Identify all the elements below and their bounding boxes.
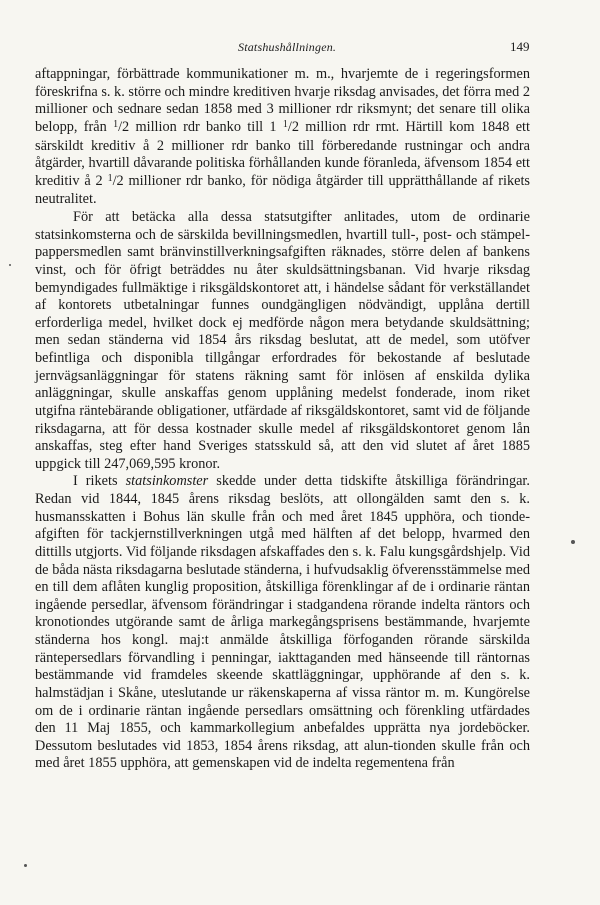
running-title: Statshushållningen. (238, 40, 337, 54)
text-run: /2 million rdr rmt. Härtill kom 1848 ett särskildt kreditiv å 2 millioner rdr banko till förberedande rustningar och andra åtgärder, hvartill dåvarande politiska förhållanden kunde föranleda, äfvensom 1854 ett kreditiv å 2 (35, 118, 530, 189)
ink-speck (571, 540, 575, 544)
fraction-numerator: 1 (107, 172, 113, 184)
text-run: skedde under detta tidskifte åtskilliga förändringar. Redan vid 1844, 1845 årens riksdag beslöts, att ollongälden samt den s. k. husmansskatten i Bohus län skulle från och med året 1845 upphöra, och tionde-afgiften för tackjernstillverkningen utgå med hälften af det belopp, hvarmed den dittills utgjorts. Vid följande riksdagen afskaffades den s. k. Falu kungsgårdshjelp. Vid de båda nästa riksdagarna beslutade ständerna, i hufvudsaklig öfverensstämmelse med en till dem aflåten kunglig proposition, åtskilliga förenklingar af de i ordinarie räntan ingående persedlar, äfvensom förändringar i stadgandena rörande indelta räntors och kronotiondes utgörande samt de årliga markegångsprisens bestämmande, hvarjemte ständerna hos kongl. maj:t anmälde åtskilliga förfoganden rörande särskilda räntepersedlars förvandling i penningar, iakttaganden med hänseende till räntornas bestämmande vid framdeles skeende skattläggningar, upphörande af den s. k. halmstädjan i Skåne, uteslutande ur räkenskaperna af vissa räntor m. m. Kungörelse om de i ordinarie räntan ingående persedlars omsättning och förenkling utfärdades den 11 Maj 1855, och kammarkollegium anbefaldes upprätta nya jordeböcker. Dessutom beslutades vid 1853, 1854 årens riksdag, att alun-tionden skulle från och med året 1855 upphöra, att gemenskapen vid de indelta regementena från (35, 473, 530, 772)
page-number: 149 (510, 39, 530, 54)
page-header (0, 40, 600, 60)
text-run: /2 millioner rdr banko, för nödiga åtgärder till upprätthållande af rikets neutralitet. (35, 172, 530, 208)
paragraph-2 (35, 209, 530, 473)
text-run: /2 million rdr banko till 1 (118, 118, 283, 135)
fraction-numerator: 1 (113, 118, 119, 130)
fraction-numerator: 1 (282, 118, 288, 130)
ink-speck (9, 264, 11, 266)
text-run: För att betäcka alla dessa statsutgifter anlitades, utom de ordinarie statsinkomsterna och de särskilda bevillningsmedlen, hvartill tull-, post- och stämpel-pappersmedlen samt bränvinstillverkningsafgiften räknades, större delen af bankens vinst, och för öfrigt beträddes nu åter skuldsättningsbanan. Vid hvarje riksdag bemyndigades fullmäktige i riksgäldskontoret att, i händelse sådant för verkställandet af kontorets utbetalningar funnes oundgängligen nödvändigt, upplåna dertill erforderliga medel, hvilket dock ej medförde någon mera betydande skuldsättning; men sedan ständerna vid 1854 års riksdag beslutat, att de medel, som utöfver befintliga och disponibla tillgångar erfordrades för bekostande af beslutade jernvägsanläggningar för statens räkning samt för inlösen af enskilda dylika anläggningar, skulle anskaffas genom upplåning medelst fonderade, inom riket utgifna räntebärande obligationer, utfärdade af riksgäldskontoret, samt vid de följande riksdagarna, att för dessa kostnader skulle medel af riksgäldskontoret genom lån anskaffas, steg efter hand Sveriges statsskuld så, att den vid slutet af året 1885 uppgick till 247,069,595 kronor. (35, 209, 530, 472)
body-text (35, 66, 530, 773)
ink-speck (24, 864, 27, 867)
paragraph-1 (35, 66, 530, 209)
paragraph-3 (35, 473, 530, 773)
italic-term: statsinkomster (125, 473, 209, 490)
text-run: I rikets (73, 473, 126, 490)
text-run: aftappningar, förbättrade kommunikationer m. m., hvarjemte de i regeringsformen föreskrifna s. k. större och mindre kreditiven hvarje riksdag anvisades, det förra med 2 millioner och sednare sedan 1858 med 3 millioner rdr riksmynt; det senare till olika belopp, från (35, 66, 530, 135)
